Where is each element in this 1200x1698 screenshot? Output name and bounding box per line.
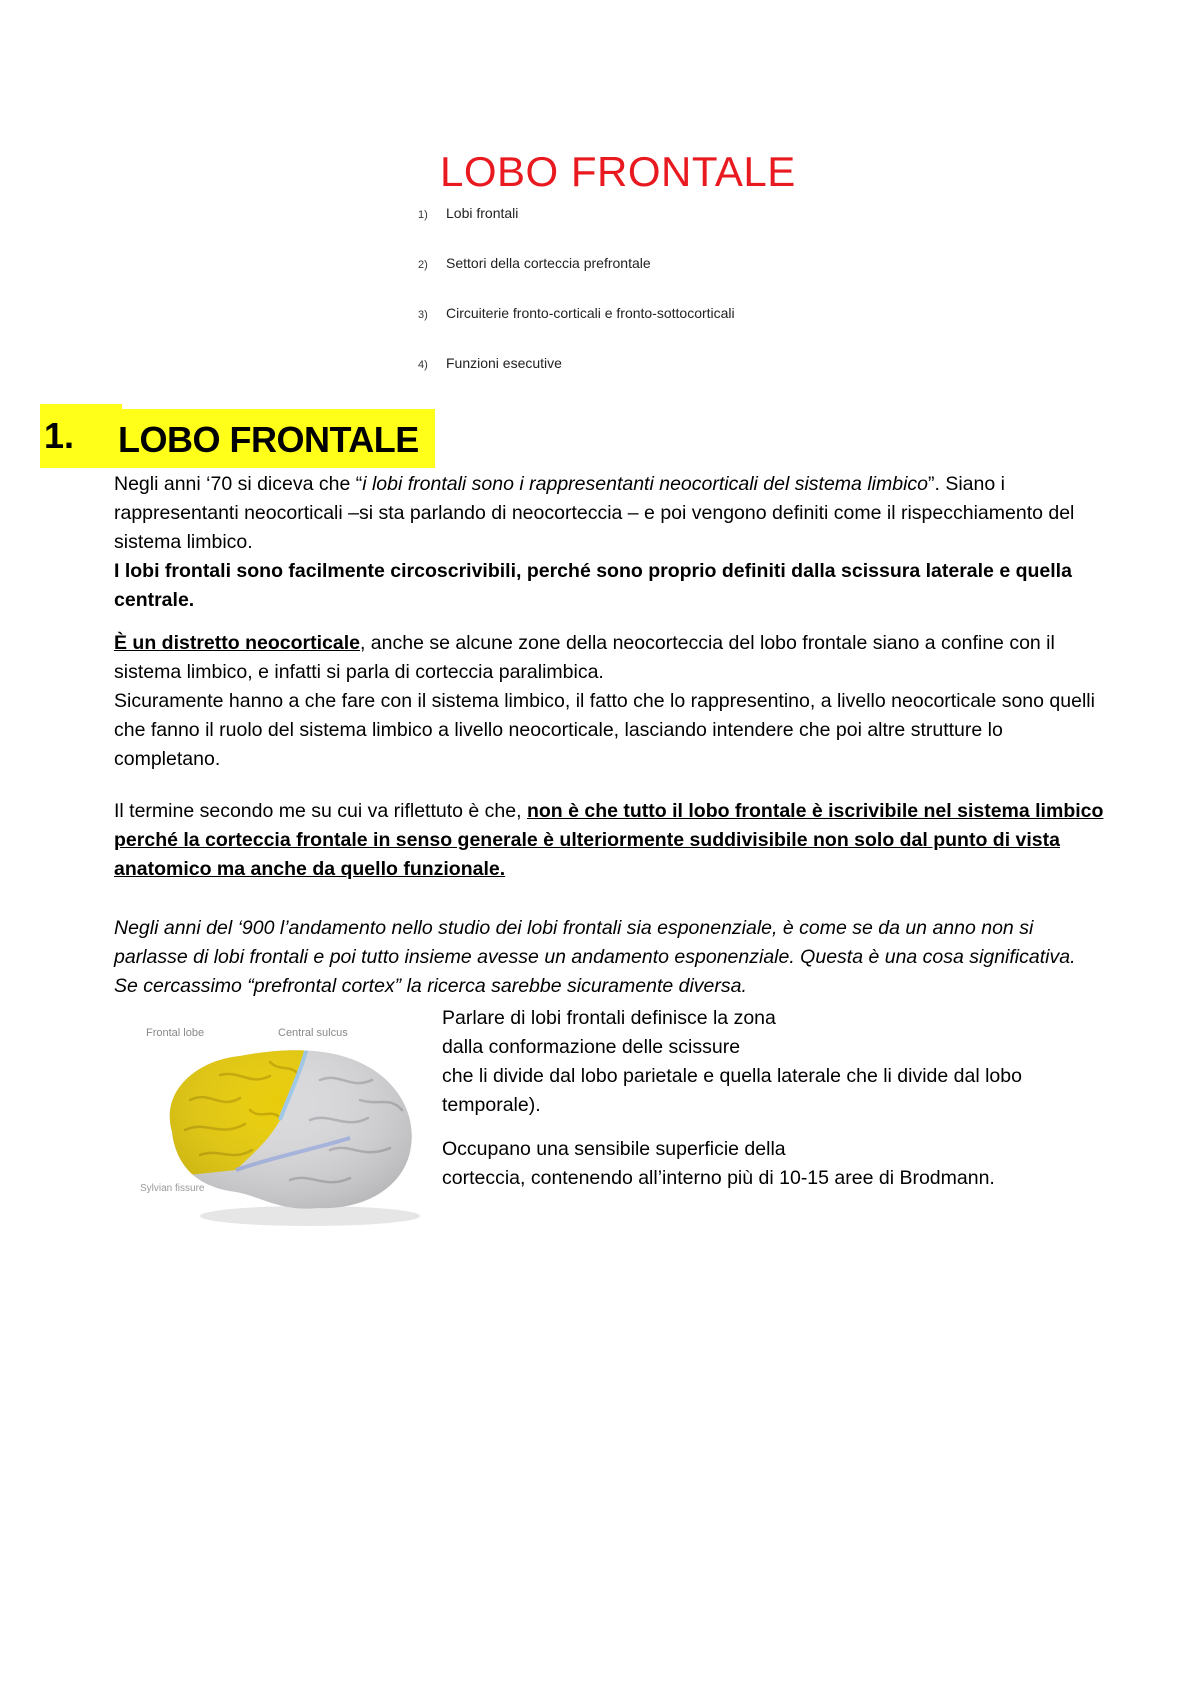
toc-label: Circuiterie fronto-corticali e fronto-sottocorticali — [446, 305, 735, 321]
paragraph-2-text — [114, 629, 1104, 687]
side-line: Occupano una sensibile superficie della — [442, 1138, 786, 1160]
toc-label: Lobi frontali — [446, 205, 519, 221]
section-number: 1. — [40, 404, 122, 468]
paragraph-3-text — [114, 797, 1104, 884]
label-sylvian-fissure: Sylvian fissure — [140, 1183, 205, 1194]
document-title: LOBO FRONTALE — [440, 148, 796, 195]
quote-italic: i lobi frontali sono i rappresentanti neocorticali del sistema limbico — [362, 473, 928, 495]
brain-image — [140, 1020, 426, 1230]
side-line: Parlare di lobi frontali definisce la zona — [442, 1007, 776, 1029]
toc-label: Funzioni esecutive — [446, 355, 562, 371]
brain-illustration — [140, 1020, 426, 1230]
paragraph-text: , anche se alcune zone della neocorteccia del lobo frontale siano a confine con il sistema limbico, e infatti si parla di corteccia paralimbica. — [114, 632, 1055, 683]
paragraph-text: Negli anni ‘70 si diceva che “ — [114, 473, 363, 495]
paragraph-2 — [114, 629, 1104, 774]
toc-item — [418, 355, 562, 371]
toc-number: 3) — [418, 309, 428, 321]
paragraph-2-continued: Sicuramente hanno a che fare con il sistema limbico, il fatto che lo rappresentino, a livello neocorticale sono quelli che fanno il ruolo del sistema limbico a livello neocorticale, lasciando intendere che poi altre strutture lo completano. — [114, 690, 1095, 770]
toc-number: 2) — [418, 259, 428, 271]
toc-item — [418, 205, 518, 221]
paragraph-text: ”. Siano i rappresentanti neocorticali –si sta parlando di neocorteccia – e poi vengono definiti come il rispecchiamento del sistema limbico. — [114, 473, 1075, 553]
toc-label: Settori della corteccia prefrontale — [446, 255, 651, 271]
paragraph-3 — [114, 797, 1104, 884]
label-frontal-lobe: Frontal lobe — [146, 1027, 205, 1039]
underlined-phrase: È un distretto neocorticale — [114, 632, 360, 654]
side-line: dalla conformazione delle scissure — [442, 1036, 741, 1058]
paragraph-1 — [114, 470, 1104, 615]
side-line: che li divide dal lobo parietale e quella laterale che li divide dal lobo temporale). — [442, 1065, 1022, 1116]
toc-number: 1) — [418, 209, 428, 221]
section-heading: LOBO FRONTALE — [114, 409, 435, 468]
toc-item — [418, 305, 735, 321]
side-line: corteccia, contenendo all’interno più di 10-15 aree di Brodmann. — [442, 1167, 995, 1189]
paragraph-1-bold: I lobi frontali sono facilmente circoscrivibili, perché sono proprio definiti dalla scissura laterale e quella centrale. — [114, 560, 1072, 611]
paragraph-4-text: Negli anni del ‘900 l’andamento nello studio dei lobi frontali sia esponenziale, è come se da un anno non si parlasse di lobi frontali e poi tutto insieme avesse un andamento esponenziale. Questa è una cosa significativa. Se cercassimo “prefrontal cortex” la ricerca sarebbe sicuramente diversa. — [114, 917, 1076, 997]
paragraph-4 — [114, 914, 1104, 1001]
toc-item — [418, 255, 651, 271]
figure-side-text — [442, 1004, 1102, 1193]
paragraph-text: Il termine secondo me su cui va riflettuto è che, — [114, 800, 527, 822]
underlined-emphasis: non è che tutto il lobo frontale è iscrivibile nel sistema limbico perché la corteccia frontale in senso generale è ulteriormente suddivisibile non solo dal punto di vista anatomico ma anche da quello funzionale. — [114, 800, 1104, 880]
toc-number: 4) — [418, 359, 428, 371]
label-central-sulcus: Central sulcus — [278, 1027, 348, 1039]
shadow — [200, 1206, 420, 1226]
paragraph-1-text — [114, 470, 1104, 557]
